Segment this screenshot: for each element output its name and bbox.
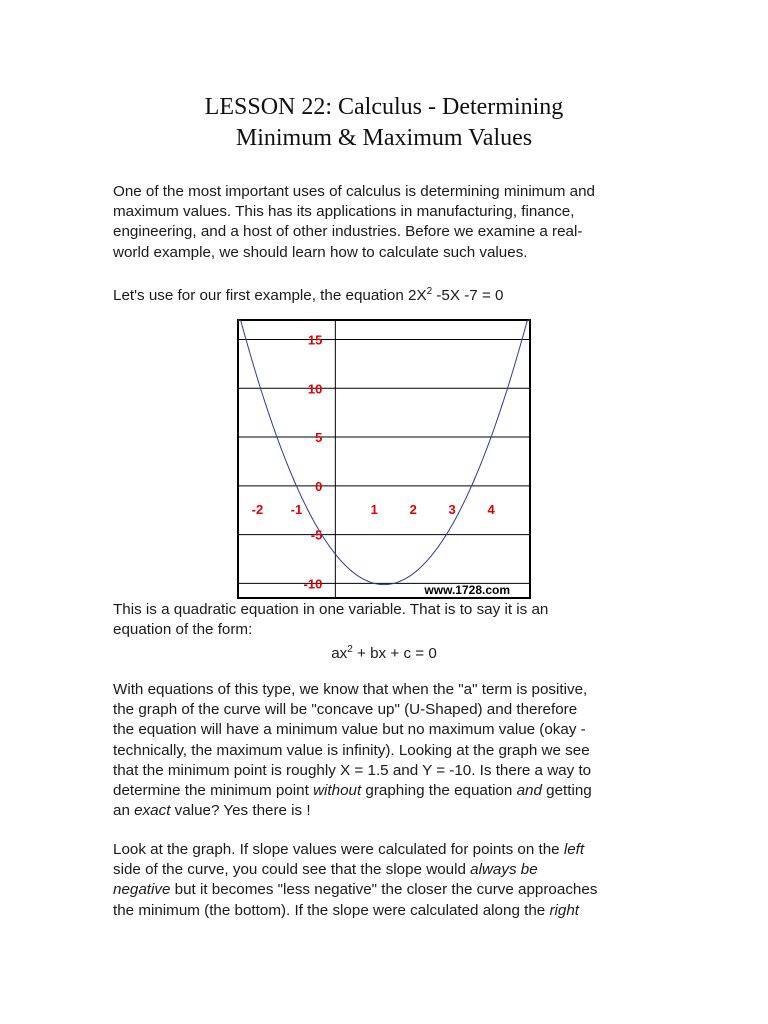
italic-run: exact [134, 802, 171, 820]
paragraph-line: that the minimum point is roughly X = 1.5 and Y = -10. Is there a way to [113, 761, 592, 779]
quadratic-line: This is a quadratic equation in one variable. That is to say it is an [113, 601, 549, 618]
intro-paragraph [113, 182, 658, 263]
y-tick-label: 5 [315, 430, 323, 446]
italic-run: left [563, 841, 585, 858]
text-run: getting [541, 782, 592, 800]
title-line-1: LESSON 22: Calculus - Determining [204, 94, 564, 120]
intro-line: maximum values. This has its applications in manufacturing, finance, [113, 203, 575, 221]
y-tick-label: 15 [307, 332, 323, 348]
x-tick-label: 1 [370, 502, 378, 518]
plot-frame [238, 320, 530, 598]
text-run: but it becomes "less negative" the closer the curve approaches [170, 881, 598, 899]
watermark-text: www.1728.com [424, 583, 510, 598]
example-intro [113, 282, 658, 306]
x-tick-label: 3 [448, 502, 456, 518]
x-tick-label: -2 [251, 502, 264, 518]
paragraph-line [113, 840, 658, 860]
text-run: an [113, 802, 135, 820]
quadratic-paragraph [113, 600, 658, 640]
x-tick-label: 2 [409, 502, 417, 518]
text-run: the minimum (the bottom). If the slope were calculated along the [113, 901, 550, 919]
paragraph-line [113, 860, 658, 880]
italic-run: right [549, 901, 579, 919]
example-intro-text: Let's use for our first example, the equation 2X [113, 287, 427, 305]
intro-line: One of the most important uses of calculus is determining minimum and [113, 183, 595, 200]
x-tick-label: 4 [487, 502, 495, 518]
paragraph-line: the graph of the curve will be "concave up" (U-Shaped) and therefore [113, 701, 578, 719]
paragraph-line [113, 901, 658, 921]
intro-line: world example, we should learn how to calculate such values. [113, 243, 528, 261]
paragraph-line [113, 880, 658, 900]
form-prefix: ax [331, 645, 348, 663]
form-exponent: 2 [347, 644, 353, 655]
text-run: determine the minimum point [113, 782, 314, 800]
paragraph-line: technically, the maximum value is infinity). Looking at the graph we see [113, 741, 590, 759]
parabola-graph [236, 318, 532, 600]
general-form-equation [0, 640, 768, 664]
text-run: side of the curve, you could see that the slope would [113, 861, 471, 879]
text-run: graphing the equation [361, 782, 517, 800]
y-tick-label: -10 [303, 576, 323, 592]
concavity-paragraph [113, 680, 658, 821]
paragraph-line: With equations of this type, we know that when the "a" term is positive, [113, 681, 588, 698]
lesson-title [0, 92, 768, 154]
example-intro-suffix: -5X -7 = 0 [432, 287, 504, 305]
text-run: value? Yes there is ! [170, 802, 311, 820]
text-run: Look at the graph. If slope values were calculated for points on the [113, 841, 564, 858]
slope-paragraph [113, 840, 658, 921]
paragraph-line [113, 801, 658, 821]
y-tick-label: 10 [307, 381, 323, 397]
italic-run: and [516, 782, 542, 800]
graph-svg [236, 318, 532, 600]
paragraph-line: the equation will have a minimum value but no maximum value (okay - [113, 721, 586, 739]
y-tick-label: 0 [315, 478, 323, 494]
italic-run: negative [113, 881, 171, 899]
intro-line: engineering, and a host of other industries. Before we examine a real- [113, 223, 583, 241]
y-tick-label: -5 [310, 527, 323, 543]
paragraph-line [113, 781, 658, 801]
italic-run: without [313, 782, 362, 800]
exponent: 2 [426, 286, 433, 297]
italic-run: always be [470, 861, 538, 879]
form-suffix: + bx + c = 0 [352, 645, 437, 663]
quadratic-line: equation of the form: [113, 621, 253, 639]
title-line-2: Minimum & Maximum Values [235, 125, 533, 151]
x-tick-label: -1 [290, 502, 303, 518]
